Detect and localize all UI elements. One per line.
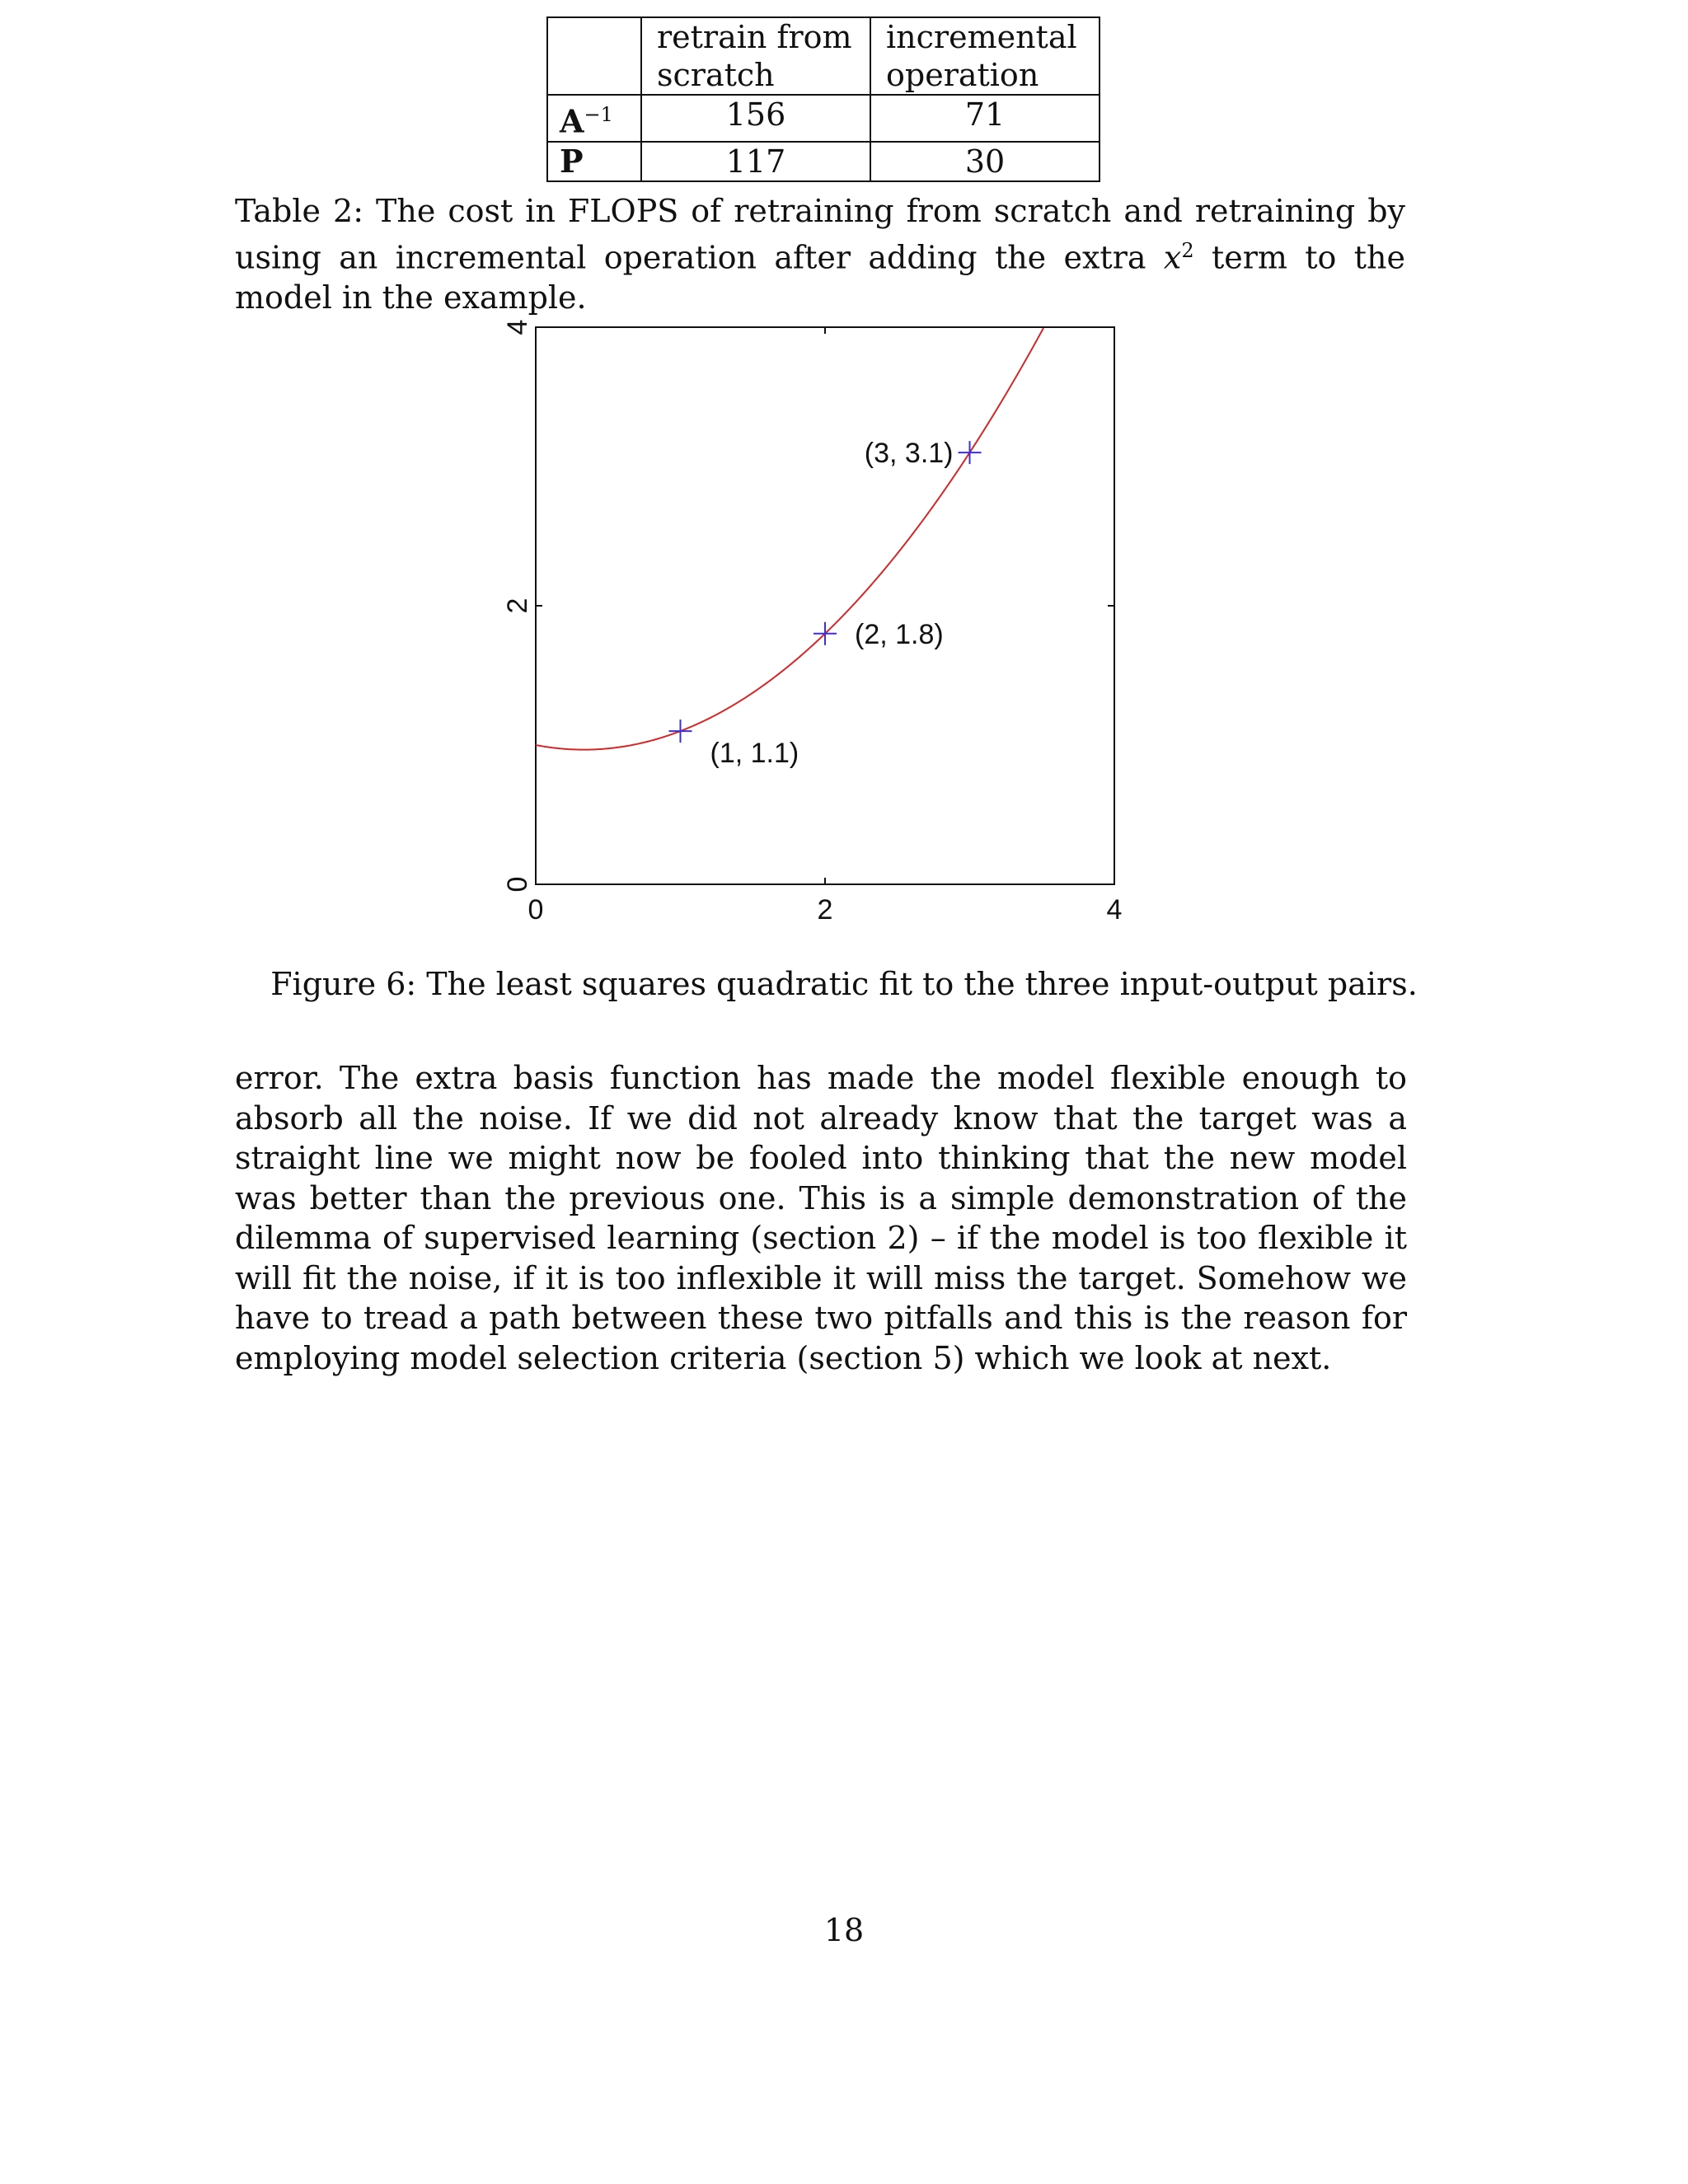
x-tick-label: 0 [528,894,544,926]
table-row-label: P [547,142,641,181]
data-point-marker [669,719,692,743]
fit-curve [536,328,1043,750]
data-point-label: (1, 1.1) [710,738,799,770]
table-cell: 117 [641,142,870,181]
table-cell: 30 [870,142,1100,181]
data-point-label: (3, 3.1) [864,438,954,470]
table-header-cell: retrain from scratch [641,17,870,95]
axis-ticks [502,320,1122,926]
figure-caption: Figure 6: The least squares quadratic fit to the three input-output pairs. [270,966,1418,1002]
table-row-label: $A^{-1}$ [547,95,641,142]
page-number: 18 [823,1912,865,1948]
data-point-marker [959,441,982,464]
x-tick-label: 2 [817,894,833,926]
quadratic-fit-chart [0,0,1688,940]
table-header-cell: incremental operation [870,17,1100,95]
data-points [669,438,982,769]
y-tick-label: 2 [501,598,533,614]
data-point-label: (2, 1.8) [855,618,944,650]
x-tick-label: 4 [1106,894,1123,926]
plot-frame [536,327,1114,884]
table-cell: 71 [870,95,1100,142]
table-cell: 156 [641,95,870,142]
y-tick-label: 4 [501,319,533,335]
body-paragraph: error. The extra basis function has made the model flexible enough to absorb all the noise. If we did not already know that the target was a straight line we might now be fooled into thinking that the new model was better than the previous one. This is a simple demonstration of the dilemma of supervised learning (section 2) – if the model is too flexible it will fit the noise, if it is too inflexible it will miss the target. Somehow we have to tread a path between these two pitfalls and this is the reason for employing model selection criteria (section 5) which we look at next. [235,1060,1407,1376]
table-caption: Table 2: The cost in FLOPS of retraining from scratch and retraining by using an incremental operation after adding the extra $x^2$ term to the model in the example. [235,193,1405,316]
y-tick-label: 0 [501,876,533,893]
